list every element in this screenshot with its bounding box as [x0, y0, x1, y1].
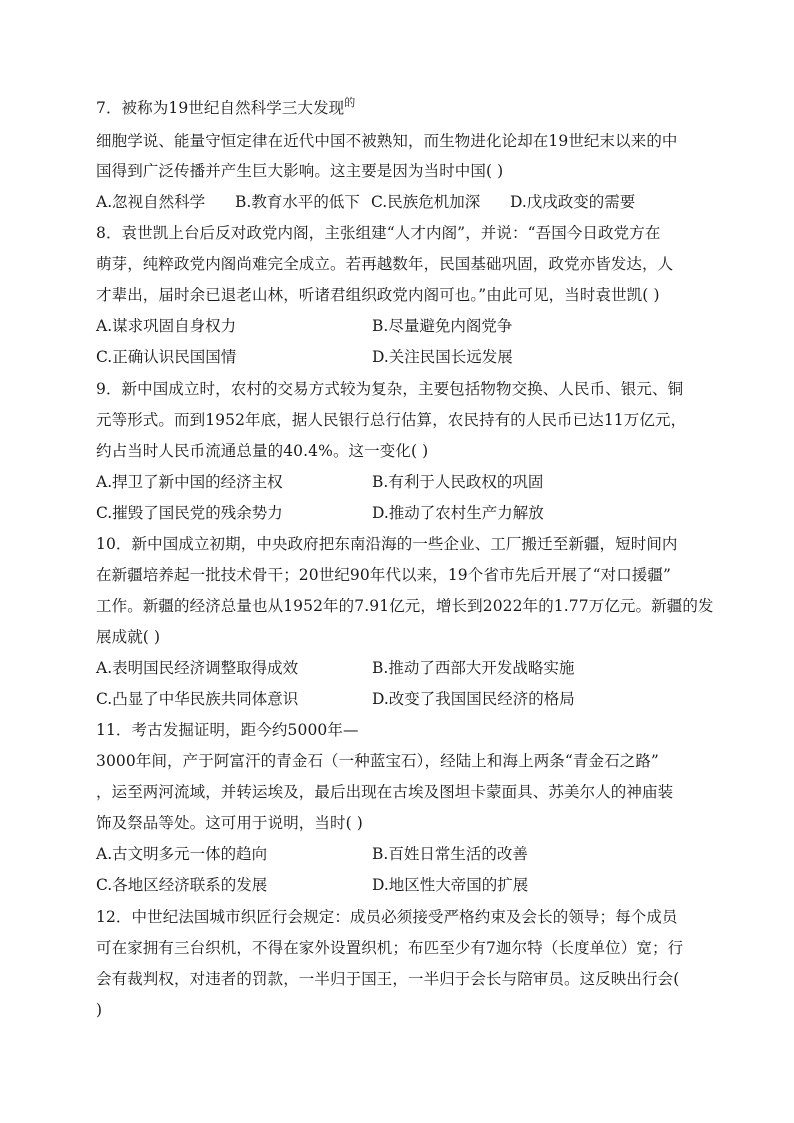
question-11-option-a[interactable]: A.古文明多元一体的趋向	[96, 845, 268, 863]
question-7-option-d[interactable]: D.戊戌政变的需要	[510, 193, 636, 211]
question-8-option-a[interactable]: A.谋求巩固自身权力	[96, 317, 237, 335]
question-11-option-d[interactable]: D.地区性大帝国的扩展	[372, 876, 529, 894]
question-9-line-1: 9．新中国成立时，农村的交易方式较为复杂，主要包括物物交换、人民币、银元、铜	[96, 380, 684, 398]
question-10-option-a[interactable]: A.表明国民经济调整取得成效	[96, 659, 299, 677]
question-8-option-c[interactable]: C.正确认识民国国情	[96, 348, 237, 366]
question-7-option-a[interactable]: A.忽视自然科学	[96, 193, 206, 211]
question-10-line-3: 工作。新疆的经济总量也从1952年的7.91亿元，增长到2022年的1.77万亿元。新疆的发	[96, 597, 714, 615]
question-8-line-3: 才辈出，届时余已退老山林，听诸君组织政党内阁可也。”由此可见，当时袁世凯( )	[96, 286, 660, 304]
question-10-option-b[interactable]: B.推动了西部大开发战略实施	[372, 659, 575, 677]
question-10-option-d[interactable]: D.改变了我国国民经济的格局	[372, 690, 575, 708]
question-7-line-2: 细胞学说、能量守恒定律在近代中国不被熟知，而生物进化论却在19世纪末以来的中	[96, 132, 678, 150]
question-8-line-1: 8．袁世凯上台后反对政党内阁，主张组建“人才内阁”，并说：“吾国今日政党方在	[96, 224, 661, 242]
question-10-line-2: 在新疆培养起一批技术骨干；20世纪90年代以来，19个省市先后开展了“对口援疆”	[96, 566, 672, 584]
question-7-line-3: 国得到广泛传播并产生巨大影响。这主要是因为当时中国( )	[96, 162, 504, 180]
question-8-option-b[interactable]: B.尽量避免内阁党争	[372, 317, 513, 335]
question-7-text: 7．被称为19世纪自然科学三大发现	[96, 99, 345, 117]
question-11-line-1: 11．考古发掘证明，距今约5000年—	[96, 721, 359, 739]
question-9-option-d[interactable]: D.推动了农村生产力解放	[372, 504, 544, 522]
question-12-line-3: 会有裁判权，对违者的罚款，一半归于国王，一半归于会长与陪审员。这反映出行会(	[96, 970, 680, 988]
question-8-line-2: 萌芽，纯粹政党内阁尚难完全成立。若再越数年，民国基础巩固，政党亦皆发达，人	[96, 255, 674, 273]
question-11-line-2: 3000年间，产于阿富汗的青金石（一种蓝宝石），经陆上和海上两条“青金石之路”	[96, 752, 659, 770]
question-10-option-c[interactable]: C.凸显了中华民族共同体意识	[96, 690, 299, 708]
question-11-line-3: ，运至两河流域，并转运埃及，最后出现在古埃及图坦卡蒙面具、苏美尔人的神庙装	[96, 783, 674, 801]
question-7-option-b[interactable]: B.教育水平的低下	[235, 193, 360, 211]
question-12-line-4: )	[96, 1001, 103, 1019]
question-10-line-4: 展成就( )	[96, 628, 161, 646]
question-11-line-4: 饰及祭品等处。这可用于说明，当时( )	[96, 814, 363, 832]
question-9-option-c[interactable]: C.摧毁了国民党的残余势力	[96, 504, 283, 522]
question-12-line-1: 12．中世纪法国城市织匠行会规定：成员必须接受严格约束及会长的领导；每个成员	[96, 908, 678, 926]
question-9-option-b[interactable]: B.有利于人民政权的巩固	[372, 473, 544, 491]
question-7-superscript: 的	[344, 96, 356, 109]
question-11-option-b[interactable]: B.百姓日常生活的改善	[372, 845, 528, 863]
question-7-line-1	[96, 97, 355, 121]
question-9-option-a[interactable]: A.捍卫了新中国的经济主权	[96, 473, 283, 491]
question-8-option-d[interactable]: D.关注民国长远发展	[372, 348, 513, 366]
question-9-line-3: 约占当时人民币流通总量的40.4%。这一变化( )	[96, 442, 429, 460]
question-10-line-1: 10．新中国成立初期，中央政府把东南沿海的一些企业、工厂搬迁至新疆，短时间内	[96, 535, 678, 553]
question-12-line-2: 可在家拥有三台织机，不得在家外设置织机；布匹至少有7迦尔特（长度单位）宽；行	[96, 939, 684, 957]
question-11-option-c[interactable]: C.各地区经济联系的发展	[96, 876, 268, 894]
question-9-line-2: 元等形式。而到1952年底，据人民银行总行估算，农民持有的人民币已达11万亿元，	[96, 411, 687, 429]
question-7-option-c[interactable]: C.民族危机加深	[371, 193, 481, 211]
